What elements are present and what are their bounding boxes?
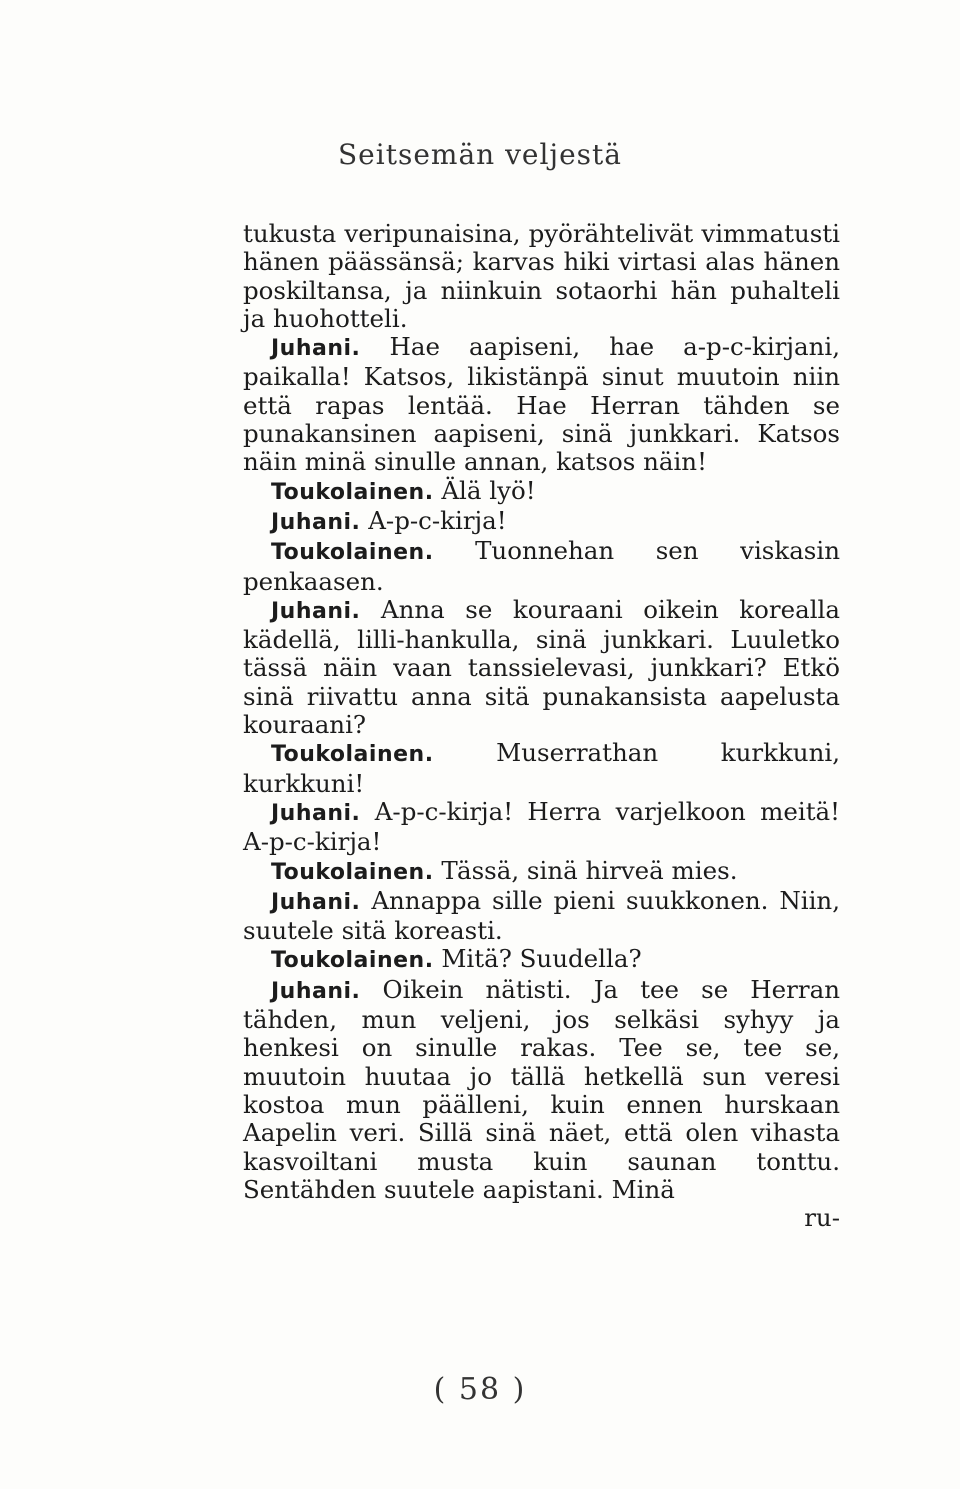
speaker-name: Juhani.	[271, 336, 361, 362]
paragraph-text: Oikein nätisti. Ja tee se Herran tähden, mun veljeni, jos selkäsi syhyy ja henkesi on sinulle rakas. Tee se, tee se, muutoin huutaa jo tällä hetkellä sun veresi kostoa mun päälleni, kuin ennen hurskaan Aapelin veri. Sillä sinä näet, että olen vihasta kasvoiltani musta kuin saunan tonttu. Sentähden suutele aapistani. Minä	[243, 974, 840, 1204]
speaker-name: Juhani.	[271, 598, 361, 624]
running-head: Seitsemän veljestä	[338, 138, 622, 171]
paragraph-text: Tässä, sinä hirveä mies.	[441, 855, 738, 885]
paragraph	[243, 798, 840, 857]
paragraph	[243, 537, 840, 596]
paragraph	[243, 739, 840, 798]
speaker-name: Juhani.	[271, 978, 361, 1004]
paragraph-text: A-p-c-kirja! Herra varjelkoon meitä! A-p-c-kirja!	[243, 796, 840, 857]
speaker-name: Juhani.	[271, 889, 361, 915]
paragraph-text: Hae aapiseni, hae a-p-c-kirjani, paikalla! Katsos, likistänpä sinut muutoin niin että rapas lentää. Hae Herran tähden se punakansinen aapiseni, sinä junkkari. Katsos näin minä sinulle annan, katsos näin!	[243, 332, 840, 477]
paragraph-text: Anna se kouraani oikein korealla kädellä, lilli-hankulla, sinä junkkari. Luuletko tässä näin vaan tanssielevasi, junkkari? Etkö sinä riivattu anna sitä punakansista aapelusta kouraani?	[243, 594, 840, 740]
catchword: ru-	[804, 1203, 840, 1233]
speaker-name: Toukolainen.	[271, 742, 434, 768]
paragraph-text: tukusta veripunaisina, pyörähtelivät vimmatusti hänen päässänsä; karvas hiki virtasi alas hänen poskiltansa, ja niinkuin sotaorhi hän puhalteli ja huohotteli.	[243, 219, 840, 333]
speaker-name: Toukolainen.	[271, 540, 434, 566]
paragraph	[243, 333, 840, 476]
paragraph	[243, 976, 840, 1204]
paragraph-text: Annappa sille pieni suukkonen. Niin, suutele sitä koreasti.	[243, 885, 840, 946]
speaker-name: Toukolainen.	[271, 859, 434, 885]
speaker-name: Juhani.	[271, 509, 361, 535]
speaker-name: Toukolainen.	[271, 479, 434, 505]
paragraph	[243, 945, 840, 975]
paragraph	[243, 507, 840, 537]
paragraph	[243, 220, 840, 333]
paragraph	[243, 477, 840, 507]
body-text	[243, 220, 840, 1232]
speaker-name: Toukolainen.	[271, 948, 434, 974]
paragraph	[243, 887, 840, 946]
paragraph-text: Muserrathan kurkkuni, kurkkuni!	[243, 738, 840, 798]
paragraph	[243, 857, 840, 887]
page-number: ( 58 )	[433, 1372, 527, 1407]
paragraph	[243, 596, 840, 739]
paragraph-text: A-p-c-kirja!	[368, 505, 507, 535]
paragraph-text: Älä lyö!	[441, 475, 536, 505]
speaker-name: Juhani.	[271, 800, 361, 826]
paragraph-text: Tuonnehan sen viskasin penkaasen.	[243, 536, 840, 596]
paragraph-text: Mitä? Suudella?	[441, 944, 642, 974]
